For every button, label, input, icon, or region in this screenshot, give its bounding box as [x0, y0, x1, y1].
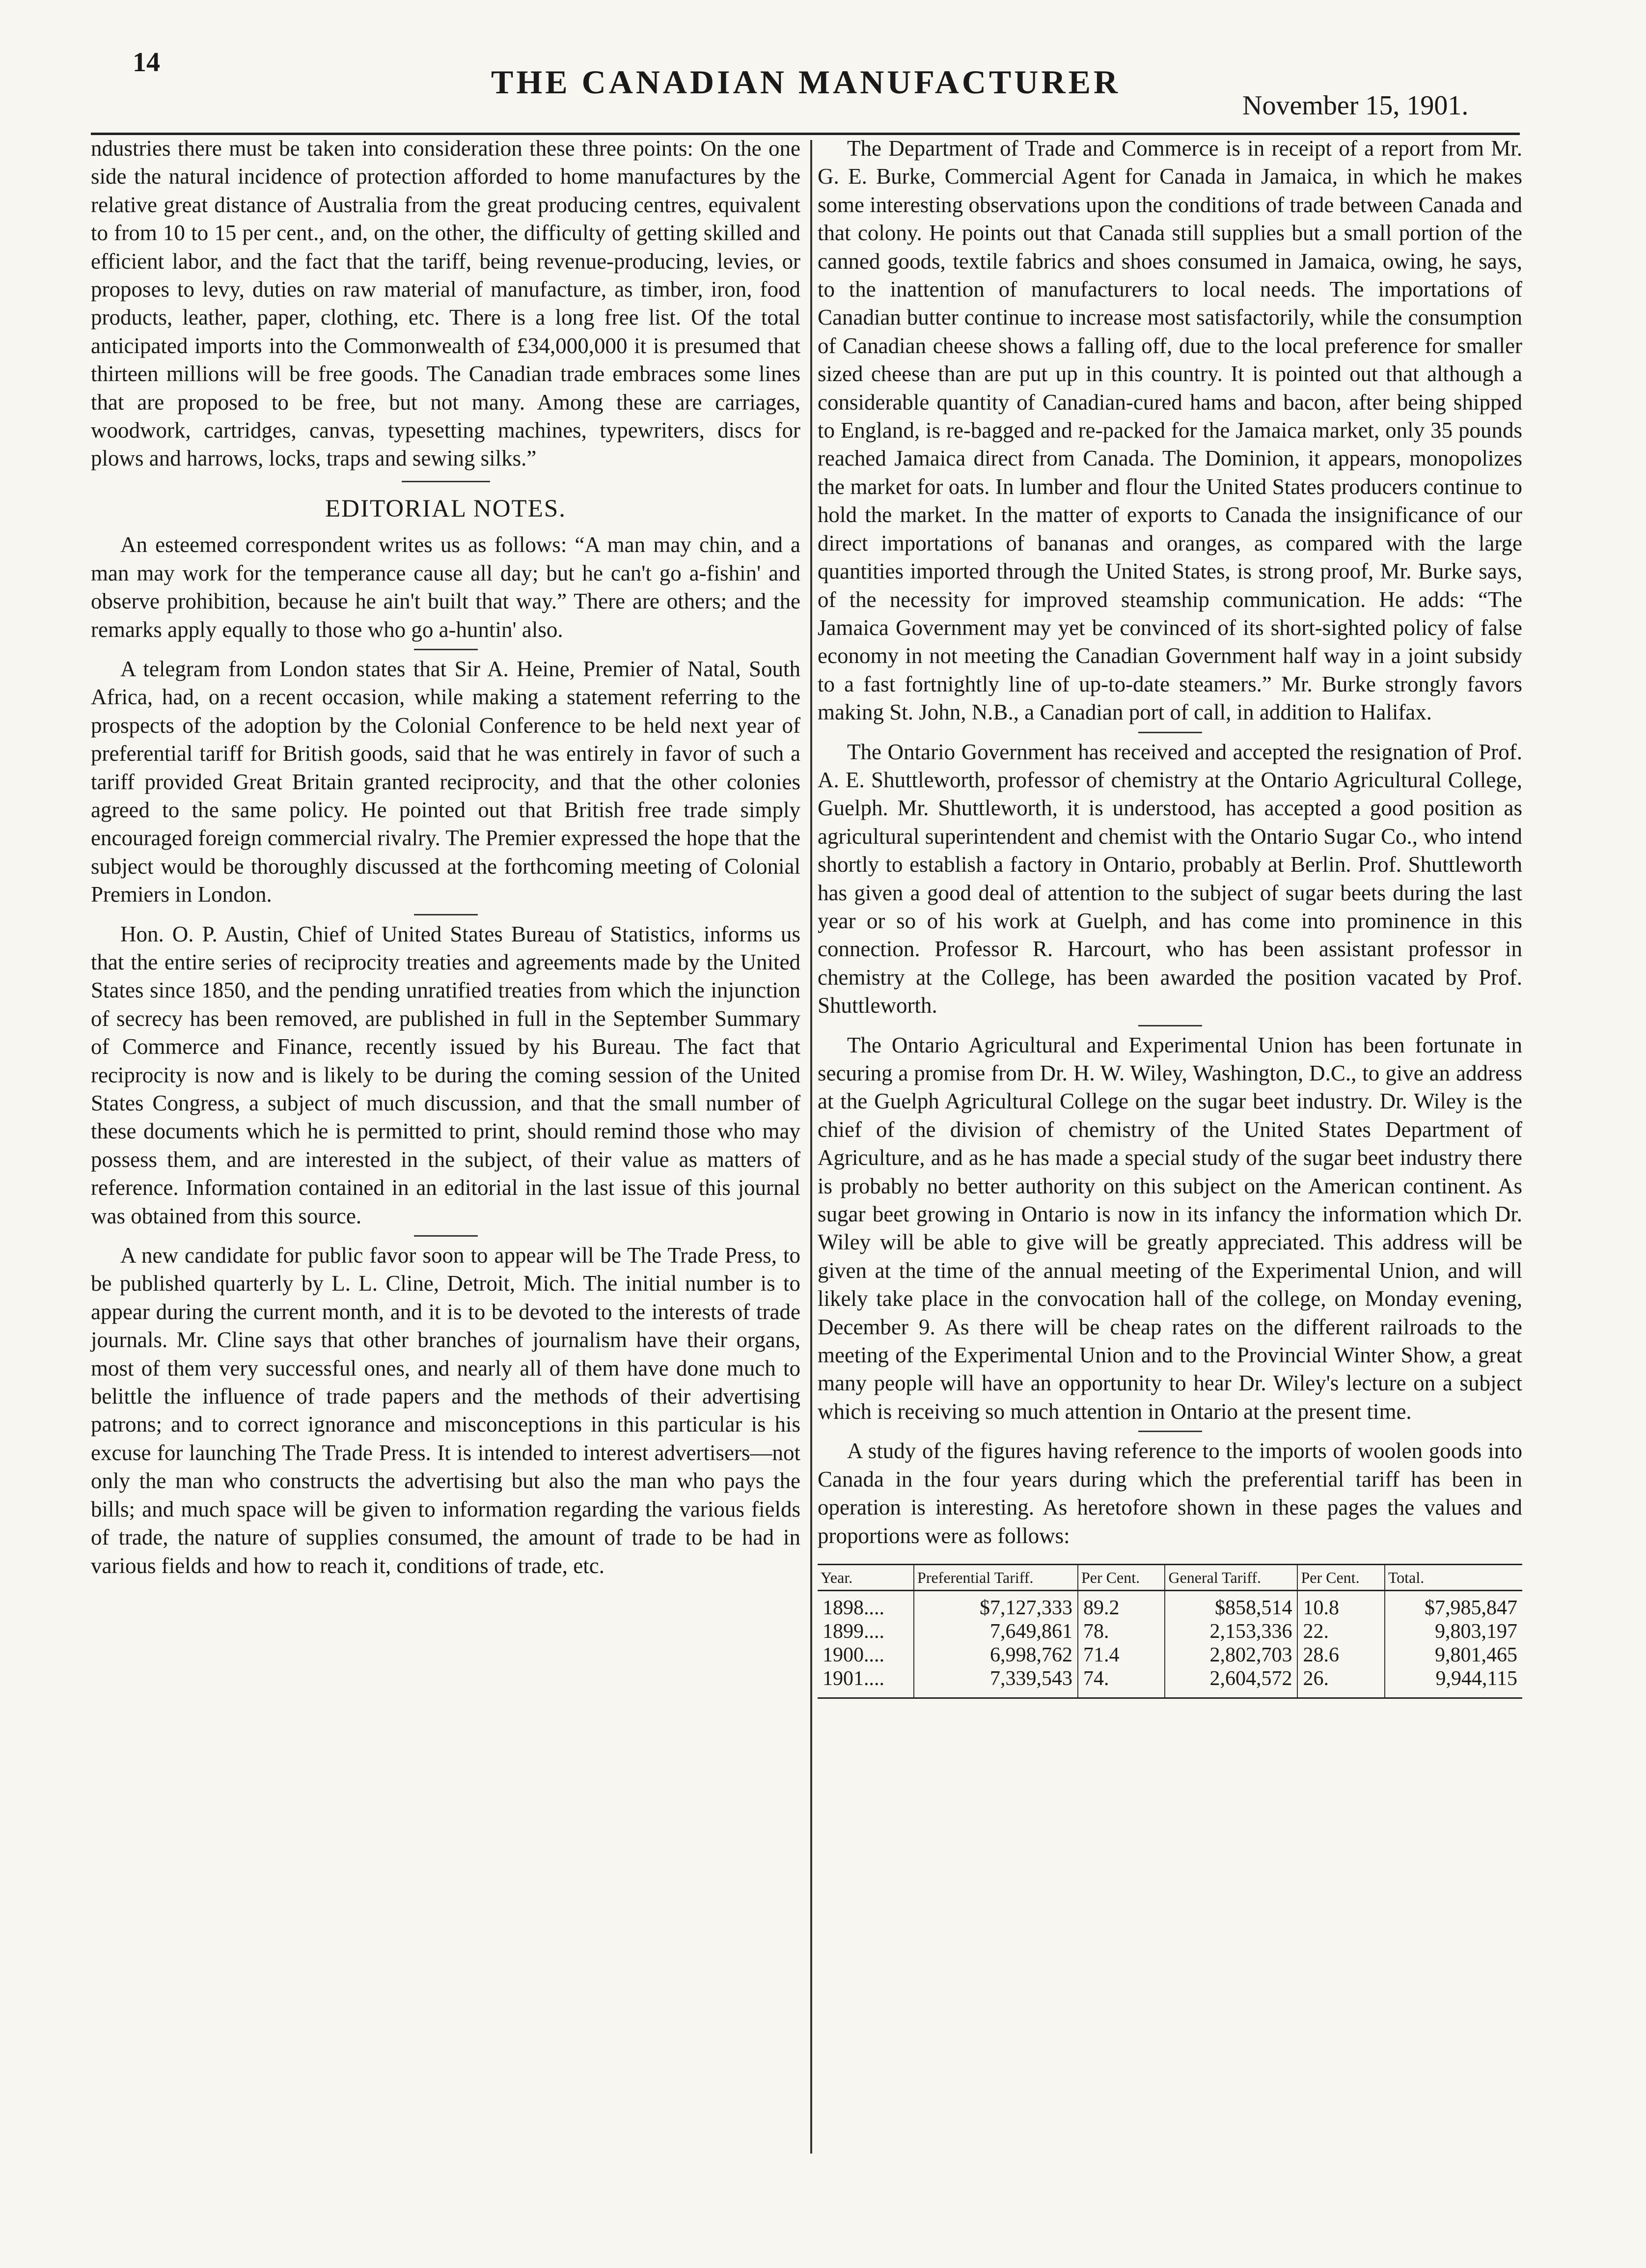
table-cell: 1900....	[818, 1643, 914, 1667]
section-heading: EDITORIAL NOTES.	[325, 495, 566, 523]
table-cell: $7,127,333	[914, 1590, 1078, 1620]
table-cell: $7,985,847	[1425, 1596, 1517, 1619]
column-header: Per Cent.	[1078, 1564, 1165, 1590]
column-divider	[810, 140, 812, 2154]
editorial-note-shuttleworth: The Ontario Government has received and accepted the resignation of Prof. A. E. Shuttleworth, professor of chemistry at the Ontario Agricultural College, Guelph. Mr. Shuttleworth, it is understood, has accepted a good position as agricultural superintendent and chemist with the Ontario Sugar Co., who intend shortly to establish a factory in Ontario, probably at Berlin. Prof. Shuttleworth has given a good deal of attention to the subject of sugar beets during the last year or so of his work at Guelph, and has come into prominence in this connection. Professor R. Harcourt, who has been assistant professor in chemistry at the College, has been awarded the position vacated by Prof. Shuttleworth.	[818, 739, 1522, 1018]
table-row	[818, 1620, 1522, 1643]
table-cell: 2,153,336	[1165, 1620, 1297, 1643]
editorial-note-woolen-imports: A study of the figures having reference to the imports of woolen goods into Canada in the four years during which the preferential tariff has been in operation is interesting. As heretofore shown in these pages the values and proportions were as follows:	[818, 1438, 1522, 1548]
editorial-note-correspondent: An esteemed correspondent writes us as follows: “A man may chin, and a man may work for the temperance cause all day; but he can't go a-fishin' and observe prohibition, because he ain't built that way.” There are others; and the remarks apply equally to those who go a-huntin' also.	[91, 532, 800, 642]
separator-rule	[1138, 1431, 1202, 1432]
separator-rule	[414, 914, 478, 915]
table-cell: 22.	[1297, 1620, 1384, 1643]
editorial-note-trade-press: A new candidate for public favor soon to appear will be The Trade Press, to be published quarterly by L. L. Cline, Detroit, Mich. The initial number is to appear during the current month, and it is to be devoted to the interests of trade journals. Mr. Cline says that other branches of journalism have their organs, most of them very successful ones, and nearly all of them have done much to belittle the influence of trade papers and the methods of their advertising patrons; and to correct ignorance and misconceptions in this particular is his excuse for launching The Trade Press. It is intended to interest advertisers—not only the man who constructs the advertising but also the man who pays the bills; and much space will be given to information regarding the various fields of trade, the nature of supplies consumed, the amount of trade to be had in various fields and how to reach it, conditions of trade, etc.	[91, 1243, 800, 1578]
editorial-note-natal-telegram: A telegram from London states that Sir A. Heine, Premier of Natal, South Africa, had, on a recent occasion, while making a statement referring to the prospects of the adoption by the Colonial Conference to be held next year of preferential tariff for British goods, said that he was entirely in favor of such a tariff provided Great Britain granted reciprocity, and that the other colonies agreed to the same policy. He pointed out that British free trade simply encouraged foreign commercial rivalry. The Premier expressed the hope that the subject would be thoroughly discussed at the forthcoming meeting of Colonial Premiers in London.	[91, 656, 800, 907]
table-row	[818, 1643, 1522, 1667]
table-cell: 6,998,762	[914, 1643, 1078, 1667]
left-column	[91, 135, 800, 1580]
separator-rule	[1138, 1025, 1202, 1026]
editorial-note-wiley-address: The Ontario Agricultural and Experimental Union has been fortunate in securing a promise from Dr. H. W. Wiley, Washington, D.C., to give an address at the Guelph Agricultural College on the sugar beet industry. Dr. Wiley is the chief of the division of chemistry of the United States Department of Agriculture, and as he has made a special study of the sugar beet industry there is probably no better authority on this subject on the American continent. As sugar beet growing in Ontario is now in its infancy the information which Dr. Wiley will be able to give will be greatly appreciated. This address will be given at the time of the annual meeting of the Experimental Union, and will likely take place in the convocation hall of the college, on Monday evening, December 9. As there will be cheap rates on the different railroads to the meeting of the Experimental Union and to the Provincial Winter Show, a great many people will have an opportunity to hear Dr. Wiley's lecture on a subject which is receiving so much attention in Ontario at the present time.	[818, 1032, 1522, 1424]
separator-rule	[414, 1235, 478, 1237]
page-number: 14	[133, 47, 160, 78]
table-cell: 71.4	[1078, 1643, 1165, 1667]
table-cell: 1901....	[818, 1667, 914, 1698]
table-cell: 74.	[1078, 1667, 1165, 1698]
woolen-imports-table	[818, 1564, 1522, 1699]
column-header: General Tariff.	[1165, 1564, 1297, 1590]
table-cell: 9,944,115	[1435, 1667, 1517, 1690]
table-cell: 28.6	[1297, 1643, 1384, 1667]
masthead-title: THE CANADIAN MANUFACTURER	[491, 63, 1121, 101]
table-cell: 9,801,465	[1435, 1643, 1517, 1666]
editorial-note-jamaica-trade: The Department of Trade and Commerce is in receipt of a report from Mr. G. E. Burke, Commercial Agent for Canada in Jamaica, in which he makes some interesting observations upon the conditions of trade between Canada and that colony. He points out that Canada still supplies but a small portion of the canned goods, textile fabrics and shoes consumed in Jamaica, owing, he says, to the inattention of manufacturers to local needs. The importations of Canadian butter continue to increase most satisfactorily, while the consumption of Canadian cheese shows a falling off, due to the local preference for smaller sized cheese than are put up in this country. It is pointed out that although a considerable quantity of Canadian-cured hams and bacon, after being shipped to England, is re-bagged and re-packed for the Jamaica market, only 35 pounds reached Jamaica direct from Canada. The Dominion, it appears, monopolizes the market for oats. In lumber and flour the United States producers continue to hold the market. In the matter of exports to Canada the insignificance of our direct importations of bananas and oranges, as compared with the large quantities imported through the United States, is strong proof, Mr. Burke says, of the necessity for improved steamship communication. He adds: “The Jamaica Government may yet be convinced of its short-sighted policy of false economy in not meeting the Canadian Government half way in a joint subsidy to a fast fortnightly line of up-to-date steamers.” Mr. Burke strongly favors making St. John, N.B., a Canadian port of call, in addition to Halifax.	[818, 136, 1522, 725]
table-cell: 9,803,197	[1435, 1620, 1517, 1643]
issue-date: November 15, 1901.	[1242, 90, 1469, 121]
table-row	[818, 1667, 1522, 1698]
table-cell: 78.	[1078, 1620, 1165, 1643]
column-header: Total.	[1385, 1564, 1522, 1590]
table-cell: 7,339,543	[914, 1667, 1078, 1698]
separator-rule	[402, 481, 490, 482]
table-cell: 1899....	[818, 1620, 914, 1643]
column-header: Year.	[818, 1564, 914, 1590]
table-row	[818, 1590, 1522, 1620]
table-header-row	[818, 1564, 1522, 1590]
table-cell: 10.8	[1297, 1590, 1384, 1620]
separator-rule	[1138, 732, 1202, 733]
table-cell: 89.2	[1078, 1590, 1165, 1620]
table-cell: 1898....	[818, 1590, 914, 1620]
editorial-note-reciprocity-treaties: Hon. O. P. Austin, Chief of United States Bureau of Statistics, informs us that the entire series of reciprocity treaties and agreements made by the United States since 1850, and the pending unratified treaties from which the injunction of secrecy has been removed, are published in full in the September Summary of Commerce and Finance, recently issued by his Bureau. The fact that reciprocity is now and is likely to be during the coming session of the United States Congress, a subject of much discussion, and that the small number of these documents which he is permitted to print, should remind those who may possess them, and are interested in the subject, of their value as matters of reference. Information contained in an editorial in the last issue of this journal was obtained from this source.	[91, 921, 800, 1228]
table-cell: 26.	[1297, 1667, 1384, 1698]
table-cell: 2,802,703	[1165, 1643, 1297, 1667]
right-column	[818, 135, 1522, 1699]
column-header: Per Cent.	[1297, 1564, 1384, 1590]
table-cell: 2,604,572	[1165, 1667, 1297, 1698]
table-cell: $858,514	[1165, 1590, 1297, 1620]
column-header: Preferential Tariff.	[914, 1564, 1078, 1590]
continued-article-text: ndustries there must be taken into consideration these three points: On the one side the natural incidence of protection afforded to home manufactures by the relative great distance of Australia from the great producing centres, equivalent to from 10 to 15 per cent., and, on the other, the difficulty of getting skilled and efficient labor, and the fact that the tariff, being revenue-producing, levies, or proposes to levy, duties on raw material of manufacture, as timber, iron, food products, leather, paper, clothing, etc. There is a long free list. Of the total anticipated imports into the Commonwealth of £34,000,000 it is presumed that thirteen millions will be free goods. The Canadian trade embraces some lines that are proposed to be free, but not many. Among these are carriages, woodwork, cartridges, canvas, typesetting machines, typewriters, discs for plows and harrows, locks, traps and sewing silks.”	[91, 136, 800, 471]
separator-rule	[414, 649, 478, 650]
table-cell: 7,649,861	[914, 1620, 1078, 1643]
